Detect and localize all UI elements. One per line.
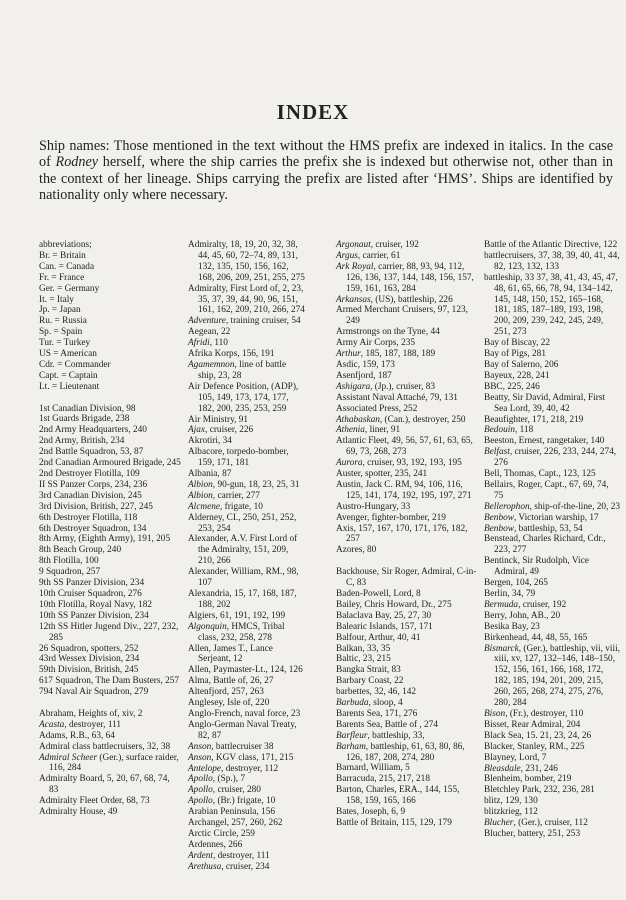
index-gap [336, 556, 478, 567]
index-entry: 8th Flotilla, 100 [39, 556, 99, 567]
ship-name: Bermuda [484, 599, 519, 610]
ship-name: Acasta [39, 719, 65, 730]
index-entry: Bangka Strait, 83 [336, 665, 401, 676]
index-entry: blitz, 129, 130 [484, 796, 538, 807]
index-entry [188, 360, 306, 382]
index-entry [484, 513, 620, 524]
entry-detail: , frigate, 10 [220, 501, 263, 512]
index-entry: battlecruisers, 37, 38, 39, 40, 41, 44, 82, 123, 132, 133 [484, 250, 620, 272]
index-entry [484, 524, 620, 535]
entry-detail: , battlecruiser 38 [211, 741, 274, 752]
ship-name: Ardent [188, 850, 213, 861]
entry-detail: , 231, 246 [520, 763, 558, 774]
index-entry: Blucher, battery, 251, 253 [484, 828, 581, 839]
index-entry: It. = Italy [39, 294, 74, 305]
index-entry: Tur. = Turkey [39, 338, 91, 349]
index-entry: Alderney, CI., 250, 251, 252, 253, 254 [188, 512, 297, 534]
index-entry: 794 Naval Air Squadron, 279 [39, 687, 149, 698]
entry-detail: , destroyer, 111 [212, 850, 270, 861]
index-entry [188, 774, 306, 785]
index-entry: 12th SS Hitler Jugend Div., 227, 232, 285 [39, 621, 179, 643]
index-entry: Admiralty, 18, 19, 20, 32, 38, 44, 45, 60, 72–74, 89, 131, 132, 135, 150, 156, 162, 168, 206, 209, 251, 255, 275 [188, 240, 305, 283]
index-entry: Battle of the Atlantic Directive, 122 [484, 240, 618, 250]
index-entry [188, 764, 306, 775]
ship-name: Athabaskan [336, 414, 380, 425]
intro-rodney: Rodney [55, 154, 99, 171]
ship-name: Ajax [188, 425, 206, 436]
entry-detail: , (Can.), destroyer, 250 [379, 414, 466, 425]
index-entry: 2nd Army Headquarters, 240 [39, 425, 147, 436]
ship-name: Apollo [188, 796, 213, 807]
entry-detail: , cruiser, 192 [370, 240, 419, 250]
index-entry [188, 796, 306, 807]
index-entry: Atlantic Fleet, 49, 56, 57, 61, 63, 65, 69, 73, 268, 273 [336, 436, 473, 458]
entry-detail: , ship-of-the-line, 20, 23 [529, 501, 620, 512]
index-entry: Barton, Charles, ERA., 144, 155, 158, 159, 165, 166 [336, 785, 460, 807]
index-entry: Black Sea, 15. 21, 23, 24, 26 [484, 730, 592, 741]
index-entry [484, 447, 620, 469]
ship-name: Admiral Scheer [39, 752, 98, 763]
index-entry: 10th Flotilla, Royal Navy, 182 [39, 599, 153, 610]
index-entry: Battle of Britain, 115, 129, 179 [336, 818, 452, 829]
index-entry [484, 425, 620, 436]
entry-detail: , destroyer, 112 [221, 763, 279, 774]
index-entry: Admiralty Board, 5, 20, 67, 68, 74, 83 [39, 774, 170, 796]
ship-name: Athenia [336, 425, 365, 436]
ship-name: Arkansas [336, 294, 371, 305]
index-entry [484, 709, 620, 720]
index-entry: Asenfjord, 187 [336, 370, 392, 381]
index-entry [484, 764, 620, 775]
entry-detail: , cruiser, 93, 192, 193, 195 [362, 458, 462, 469]
index-entry: 26 Squadron, spotters, 252 [39, 643, 139, 654]
index-entry: 6th Destroyer Squadron, 134 [39, 523, 147, 534]
index-column-1 [39, 240, 181, 818]
index-entry: Balfour, Arthur, 40, 41 [336, 632, 421, 643]
index-entry: Army Air Corps, 235 [336, 338, 416, 349]
index-entry: Bailey, Chris Howard, Dr., 275 [336, 599, 452, 610]
index-entry: Lt. = Lieutenant [39, 381, 100, 392]
index-entry: 1st Guards Brigade, 238 [39, 414, 130, 425]
index-entry: Ger. = Germany [39, 283, 100, 294]
index-entry: Air Ministry, 91 [188, 414, 249, 425]
ship-name: Benbow [484, 512, 514, 523]
index-entry: Azores, 80 [336, 545, 377, 556]
index-entry: Akrotiri, 34 [188, 436, 232, 447]
index-entry: Admiralty House, 49 [39, 807, 118, 818]
index-entry: Br. = Britain [39, 250, 86, 261]
entry-detail: , training cruiser, 54 [225, 316, 301, 327]
entry-detail: , 110 [209, 338, 228, 349]
index-entry: Bates, Joseph, 6, 9 [336, 807, 406, 818]
ship-name: Albion [188, 479, 213, 490]
index-entry: Ardennes, 266 [188, 839, 243, 850]
index-entry: Barnard, William, 5 [336, 763, 410, 774]
index-entry: Cdr. = Commander [39, 359, 111, 370]
ship-name: Alcmene [188, 501, 221, 512]
ship-name: Blucher [484, 818, 514, 829]
index-entry: Jp. = Japan [39, 305, 81, 316]
index-column-2 [188, 240, 306, 873]
index-entry: Barracuda, 215, 217, 218 [336, 774, 430, 785]
index-entry: Austro-Hungary, 33 [336, 501, 411, 512]
index-entry [484, 644, 620, 709]
index-entry: Asdic, 159, 173 [336, 359, 395, 370]
ship-name: Arethusa [188, 861, 222, 872]
index-entry [188, 480, 306, 491]
index-entry: Anglo-French, naval force, 23 [188, 708, 301, 719]
index-entry [336, 251, 478, 262]
index-entry: Alexander, William, RM., 98, 107 [188, 567, 299, 589]
index-gap [39, 393, 181, 404]
index-entry: Altenfjord, 257, 263 [188, 687, 264, 698]
index-entry [336, 240, 478, 251]
index-entry: Admiralty Fleet Order, 68, 73 [39, 796, 150, 807]
index-entry [336, 349, 478, 360]
index-entry [336, 295, 478, 306]
index-entry: Admiralty, First Lord of, 2, 23, 35, 37, 39, 44, 90, 96, 151, 161, 162, 209, 210, 266, 274 [188, 283, 305, 316]
index-entry: Axis, 157, 167, 170, 171, 176, 182, 257 [336, 523, 468, 545]
page-title: INDEX [276, 100, 350, 124]
index-entry [336, 731, 478, 742]
index-entry: Bay of Salerno, 206 [484, 359, 559, 370]
entry-detail: , cruiser, 192 [518, 599, 567, 610]
index-column-3 [336, 240, 478, 829]
index-entry: Barents Sea, 171, 276 [336, 708, 418, 719]
entry-detail: , battleship, 53, 54 [513, 523, 583, 534]
ship-name: Apollo [188, 774, 213, 785]
ship-name: Ark Royal [336, 261, 374, 272]
index-entry: Blayney, Lord, 7 [484, 752, 547, 763]
index-entry: Austin, Jack C. RM, 94, 106, 116, 125, 141, 174, 192, 195, 197, 271 [336, 479, 472, 501]
index-entry: Bletchley Park, 232, 236, 281 [484, 785, 595, 796]
index-entry: Fr. = France [39, 272, 85, 283]
index-entry: Balkan, 33, 35 [336, 643, 391, 654]
index-entry [188, 491, 306, 502]
index-entry [188, 338, 306, 349]
index-entry: Alexandria, 15, 17, 168, 187, 188, 202 [188, 589, 297, 610]
index-entry: Auster, spotter, 235, 241 [336, 469, 428, 480]
index-entry: Beeston, Ernest, rangetaker, 140 [484, 436, 605, 447]
index-entry: Balaclava Bay, 25, 27, 30 [336, 610, 432, 621]
index-entry: 10th Cruiser Squadron, 276 [39, 588, 142, 599]
index-entry: Anglo-German Naval Treaty, 82, 87 [188, 719, 297, 741]
ship-name: Algonquin [188, 621, 227, 632]
index-entry: Archangel, 257, 260, 262 [188, 818, 283, 829]
index-entry [188, 425, 306, 436]
index-entry: battleship, 33 37, 38, 41, 43, 45, 47, 48, 61, 65, 66, 78, 94, 134–142, 145, 148, 150, 152, 165–168, 181, 185, 187–189, 193, 198, 200, 209, 239, 242, 245, 249, 251, 273 [484, 272, 618, 338]
index-entry: Armstrongs on the Tyne, 44 [336, 327, 440, 338]
index-entry: Albania, 87 [188, 469, 232, 480]
index-entry [336, 698, 478, 709]
index-entry: 9 Squadron, 257 [39, 567, 101, 578]
index-entry [336, 415, 478, 426]
entry-detail: , cruiser, 226, 233, 244, 274, 276 [494, 447, 617, 469]
intro-part-2: herself, where the ship carries the prefix she is indexed but otherwise not, other than in the context of her lineage. Ships carrying the prefix are listed after ‘HMS’. Ships are identified by nationality only where necessary. [39, 154, 613, 204]
entry-detail: , carrier, 88, 93, 94, 112, 126, 136, 137, 144, 148, 156, 157, 159, 161, 163, 284 [346, 261, 474, 294]
ship-name: Bellerophon [484, 501, 530, 512]
intro-paragraph [39, 138, 613, 204]
index-entry: 2nd Army, British, 234 [39, 436, 125, 447]
index-entry: 1st Canadian Division, 98 [39, 403, 136, 414]
index-entry [336, 458, 478, 469]
entry-detail: , HMCS, Tribal class, 232, 258, 278 [198, 621, 285, 643]
index-entry: Bentinck, Sir Rudolph, Vice Admiral, 49 [484, 556, 589, 578]
ship-name: Barham [336, 741, 366, 752]
index-entry: Adams, R.B., 63, 64 [39, 730, 115, 741]
index-entry: Abraham, Heights of, xiv, 2 [39, 708, 143, 719]
index-entry: Baltic, 23, 215 [336, 654, 391, 665]
index-entry: Aegean, 22 [188, 327, 231, 338]
index-entry: Blacker, Stanley, RM., 225 [484, 741, 585, 752]
ship-name: Apollo [188, 785, 213, 796]
index-entry: Barbary Coast, 22 [336, 676, 404, 687]
index-entry: Bayeux, 228, 241 [484, 370, 550, 381]
ship-name: Argus [336, 250, 358, 261]
index-entry: II SS Panzer Corps, 234, 236 [39, 479, 148, 490]
index-entry [336, 262, 478, 295]
index-entry [39, 720, 181, 731]
index-entry: Sp. = Spain [39, 327, 83, 338]
index-entry: Blenheim, bomber, 219 [484, 774, 572, 785]
index-entry [188, 851, 306, 862]
entry-detail: , Victorian warship, 17 [513, 512, 599, 523]
index-entry: 9th SS Panzer Division, 234 [39, 578, 145, 589]
ship-name: Barfleur [336, 730, 368, 741]
index-entry: abbreviations; [39, 240, 92, 250]
entry-detail: , battleship, 61, 63, 80, 86, 126, 187, 208, 274, 280 [346, 741, 465, 763]
entry-detail: , (Fr.), destroyer, 110 [505, 708, 584, 719]
entry-detail: (Ger.), surface raider, 116, 284 [49, 752, 179, 774]
index-entry: Armed Merchant Cruisers, 97, 123, 249 [336, 305, 468, 327]
index-entry: Anglesey, Isle of, 220 [188, 698, 270, 709]
entry-detail: , (Ger.), battleship, vii, viii, xiii, xv, 127, 132–146, 148–150, 152, 156, 161, 166, 168, 172, 182, 185, 194, 201, 209, 215, 260, 265, 268, 274, 275, 276, 280, 284 [494, 643, 620, 709]
index-entry [336, 425, 478, 436]
index-entry: Balearic Islands, 157, 171 [336, 621, 433, 632]
index-entry: Admiral class battlecruisers, 32, 38 [39, 741, 171, 752]
index-column-4 [484, 240, 620, 840]
ship-name: Bison [484, 708, 506, 719]
entry-detail: , battleship, 33, [367, 730, 425, 741]
ship-name: Bismarck [484, 643, 519, 654]
entry-detail: , cruiser, 226 [205, 425, 254, 436]
index-entry: Algiers, 61, 191, 192, 199 [188, 610, 286, 621]
entry-detail: , liner, 91 [364, 425, 401, 436]
ship-name: Albion [188, 490, 213, 501]
entry-detail: , sloop, 4 [368, 698, 403, 709]
entry-detail: , 185, 187, 188, 189 [360, 349, 436, 360]
ship-name: Arthur [336, 349, 361, 360]
entry-detail: , 118 [514, 425, 534, 436]
index-entry [188, 753, 306, 764]
ship-name: Benbow [484, 523, 514, 534]
index-entry: Air Defence Position, (ADP), 105, 149, 173, 174, 177, 182, 200, 235, 253, 259 [188, 381, 299, 414]
index-entry [484, 818, 620, 829]
index-entry: 8th Army, (Eighth Army), 191, 205 [39, 534, 171, 545]
ship-name: Aurora [336, 458, 363, 469]
index-entry: 10th SS Panzer Division, 234 [39, 610, 149, 621]
index-entry: Beaufighter, 171, 218, 219 [484, 414, 584, 425]
entry-detail: , (Jp.), cruiser, 83 [370, 381, 436, 392]
ship-name: Belfast [484, 447, 510, 458]
index-entry: 2nd Battle Squadron, 53, 87 [39, 447, 144, 458]
index-entry: 3rd Division, British, 227, 245 [39, 501, 153, 512]
entry-detail: , (Sp.), 7 [212, 774, 246, 785]
index-entry: 2nd Destroyer Flotilla, 109 [39, 469, 140, 480]
entry-detail: , line of battle ship, 23, 28 [198, 359, 287, 381]
entry-detail: , 90-gun, 18, 23, 25, 31 [212, 479, 300, 490]
index-entry: 43rd Wessex Division, 234 [39, 654, 140, 665]
index-entry: Ru. = Russia [39, 316, 87, 327]
index-entry: 617 Squadron, The Dam Busters, 257 [39, 676, 180, 687]
index-entry: Bellairs, Roger, Capt., 67, 69, 74, 75 [484, 479, 609, 501]
index-entry: blitzkrieg, 112 [484, 807, 538, 818]
index-entry: 8th Beach Group, 240 [39, 545, 122, 556]
index-entry: barbettes, 32, 46, 142 [336, 687, 417, 698]
index-entry: Birkenhead, 44, 48, 55, 165 [484, 632, 588, 643]
ship-name: Ashigara [336, 381, 371, 392]
ship-name: Agamemnon [188, 359, 235, 370]
entry-detail: , (US), battleship, 226 [370, 294, 453, 305]
index-entry: Avenger, fighter-bomber, 219 [336, 512, 446, 523]
index-entry: Benstead, Charles Richard, Cdr., 223, 277 [484, 534, 606, 556]
entry-detail: , cruiser, 280 [212, 785, 261, 796]
index-entry: Alexander, A.V. First Lord of the Admiralty, 151, 209, 210, 266 [188, 534, 298, 567]
index-entry: 59th Division, British, 245 [39, 665, 139, 676]
index-entry: Barents Sea, Battle of , 274 [336, 719, 438, 730]
index-entry: Berlin, 34, 79 [484, 589, 536, 599]
entry-detail: , cruiser, 234 [221, 861, 270, 872]
index-entry [188, 785, 306, 796]
entry-detail: , KGV class, 171, 215 [211, 752, 294, 763]
index-entry: 3rd Canadian Division, 245 [39, 490, 142, 501]
ship-name: Afridi [188, 338, 210, 349]
index-entry: Albacore, torpedo-bomber, 159, 171, 181 [188, 447, 289, 469]
ship-name: Adventure [188, 316, 226, 327]
index-entry: Bay of Pigs, 281 [484, 349, 546, 360]
index-entry [188, 862, 306, 873]
entry-detail: , carrier, 61 [357, 250, 401, 261]
index-entry: Assistant Naval Attaché, 79, 131 [336, 392, 458, 403]
index-entry [484, 600, 620, 611]
index-entry [336, 742, 478, 764]
ship-name: Bedouin [484, 425, 515, 436]
index-entry [39, 753, 181, 775]
ship-name: Anson [188, 752, 212, 763]
index-entry: 6th Destroyer Flotilla, 118 [39, 512, 138, 523]
index-entry: Afrika Korps, 156, 191 [188, 349, 275, 360]
index-entry [484, 502, 620, 513]
ship-name: Barbuda [336, 698, 369, 709]
index-entry: Bay of Biscay, 22 [484, 338, 551, 349]
ship-name: Bleasdale [484, 763, 521, 774]
index-entry: Besika Bay, 23 [484, 621, 540, 632]
ship-name: Argonaut [336, 240, 371, 250]
entry-detail: , destroyer, 111 [64, 719, 122, 730]
index-entry: Backhouse, Sir Roger, Admiral, C-in-C, 83 [336, 567, 477, 589]
entry-detail: , carrier, 277 [212, 490, 260, 501]
index-entry [188, 742, 306, 753]
index-entry [188, 502, 306, 513]
index-entry: Arctic Circle, 259 [188, 828, 255, 839]
index-entry: Arabian Peninsula, 156 [188, 807, 276, 818]
index-entry: Allen, Paymaster-Lt., 124, 126 [188, 665, 303, 676]
index-entry: Capt. = Captain [39, 370, 98, 381]
index-entry [188, 316, 306, 327]
index-entry: Allen, James T., Lance Serjeant, 12 [188, 643, 273, 665]
ship-name: Antelope [188, 763, 222, 774]
entry-detail: , (Br.) frigate, 10 [212, 796, 276, 807]
index-entry [188, 622, 306, 644]
index-entry: BBC, 225, 246 [484, 381, 540, 392]
index-entry: Baden-Powell, Lord, 8 [336, 588, 421, 599]
intro-part-1: Ship names: Those mentioned in the text without the HMS prefix are indexed in italics. In the case of [39, 138, 613, 171]
index-entry: Alma, Battle of, 26, 27 [188, 676, 274, 687]
index-entry [336, 382, 478, 393]
ship-name: Anson [188, 741, 212, 752]
index-entry: Beatty, Sir David, Admiral, First Sea Lord, 39, 40, 42 [484, 392, 606, 414]
index-entry: US = American [39, 349, 97, 360]
entry-detail: , (Ger.), cruiser, 112 [513, 818, 588, 829]
index-entry: 2nd Canadian Armoured Brigade, 245 [39, 458, 181, 469]
index-entry: Bergen, 104, 265 [484, 578, 548, 589]
index-gap [39, 698, 181, 709]
index-entry: Associated Press, 252 [336, 403, 418, 414]
index-entry: Bisset, Rear Admiral, 204 [484, 719, 581, 730]
index-entry: Can. = Canada [39, 261, 95, 272]
index-entry: Bell, Thomas, Capt., 123, 125 [484, 469, 596, 480]
index-entry: Berry, John, AB., 20 [484, 610, 561, 621]
